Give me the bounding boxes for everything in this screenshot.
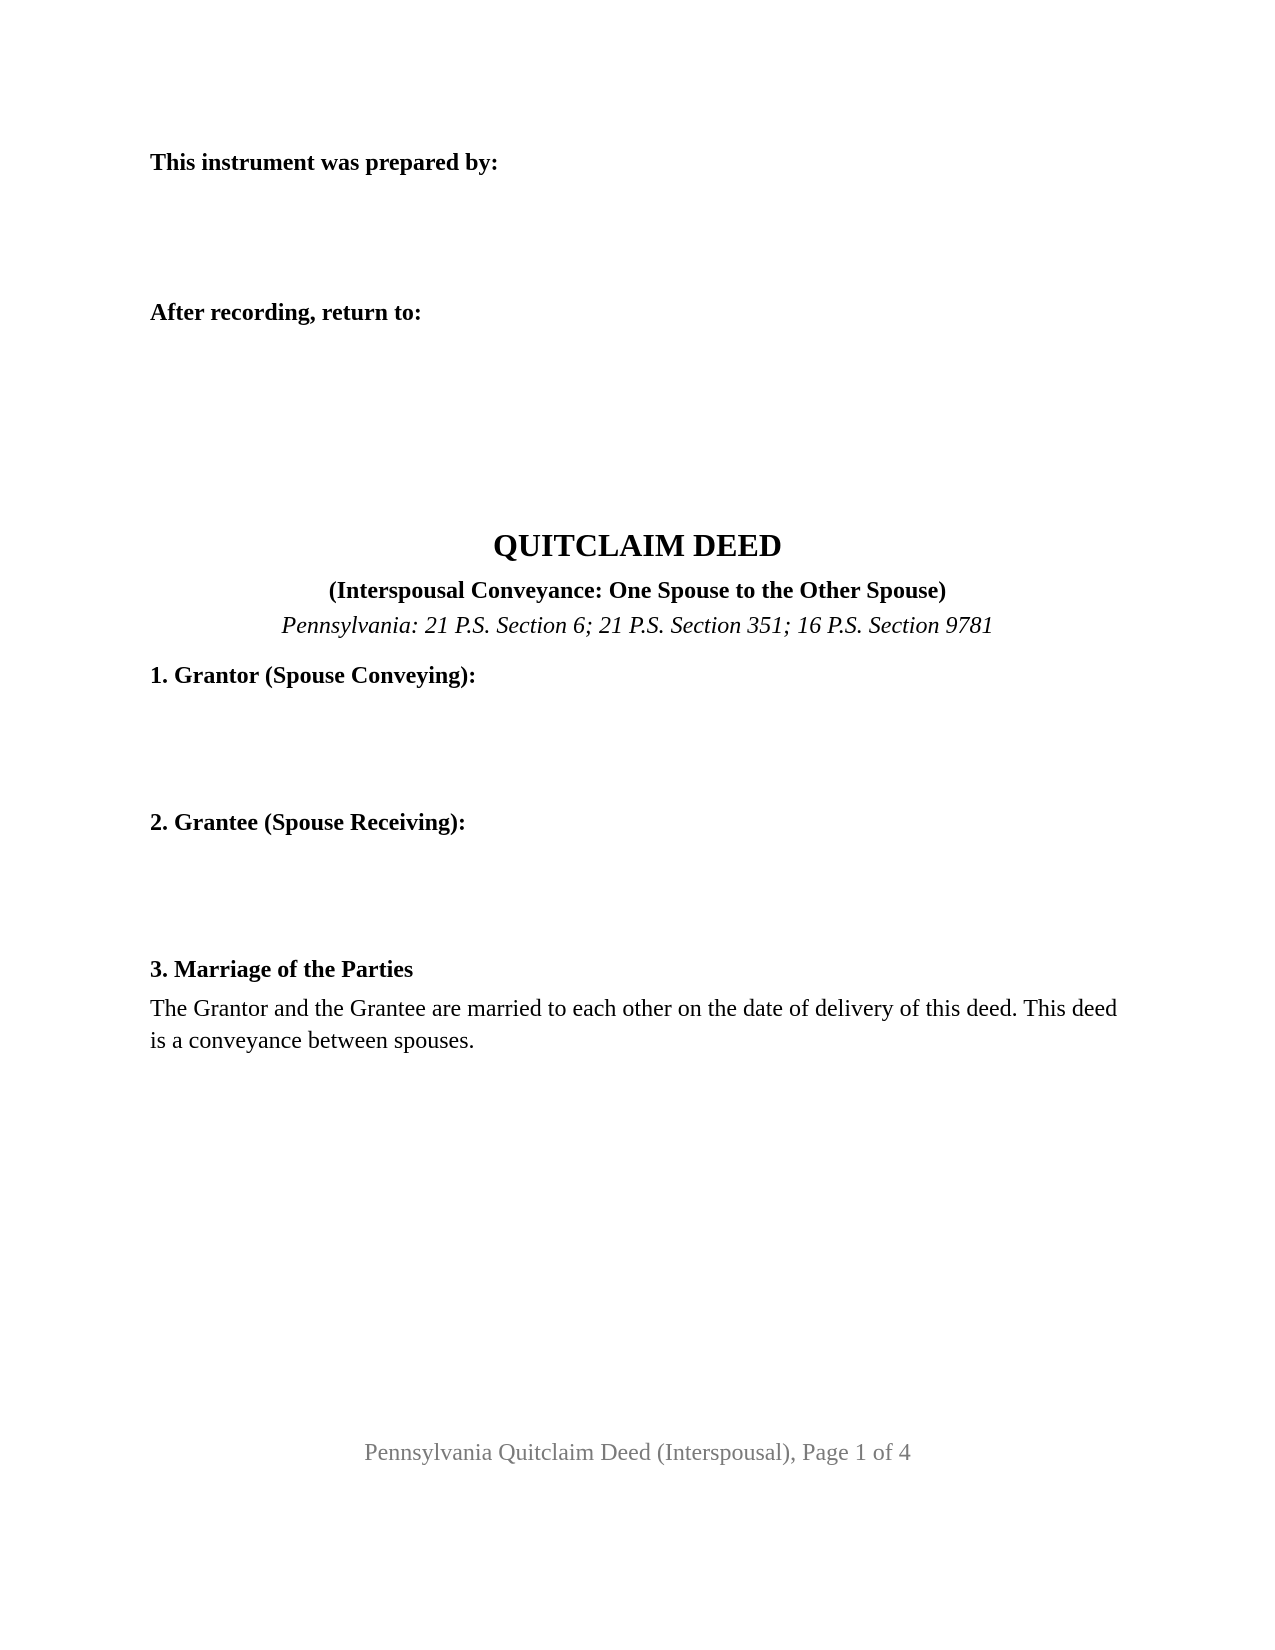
document-title: QUITCLAIM DEED [493,527,782,563]
prepared-by-label: This instrument was prepared by: [150,150,499,176]
return-to-label: After recording, return to: [150,300,422,326]
document-subtitle: (Interspousal Conveyance: One Spouse to the Other Spouse) [328,578,947,604]
page-footer: Pennsylvania Quitclaim Deed (Interspousal), Page 1 of 4 [364,1440,911,1466]
section-body-marriage: The Grantor and the Grantee are married to each other on the date of delivery of this deed. This deed is a conveyance between spouses. [150,996,1118,1054]
section-heading-grantee: 2. Grantee (Spouse Receiving): [150,810,466,836]
statute-citation: Pennsylvania: 21 P.S. Section 6; 21 P.S. Section 351; 16 P.S. Section 9781 [281,613,994,639]
section-heading-grantor: 1. Grantor (Spouse Conveying): [150,663,477,689]
section-heading-marriage: 3. Marriage of the Parties [150,957,414,983]
